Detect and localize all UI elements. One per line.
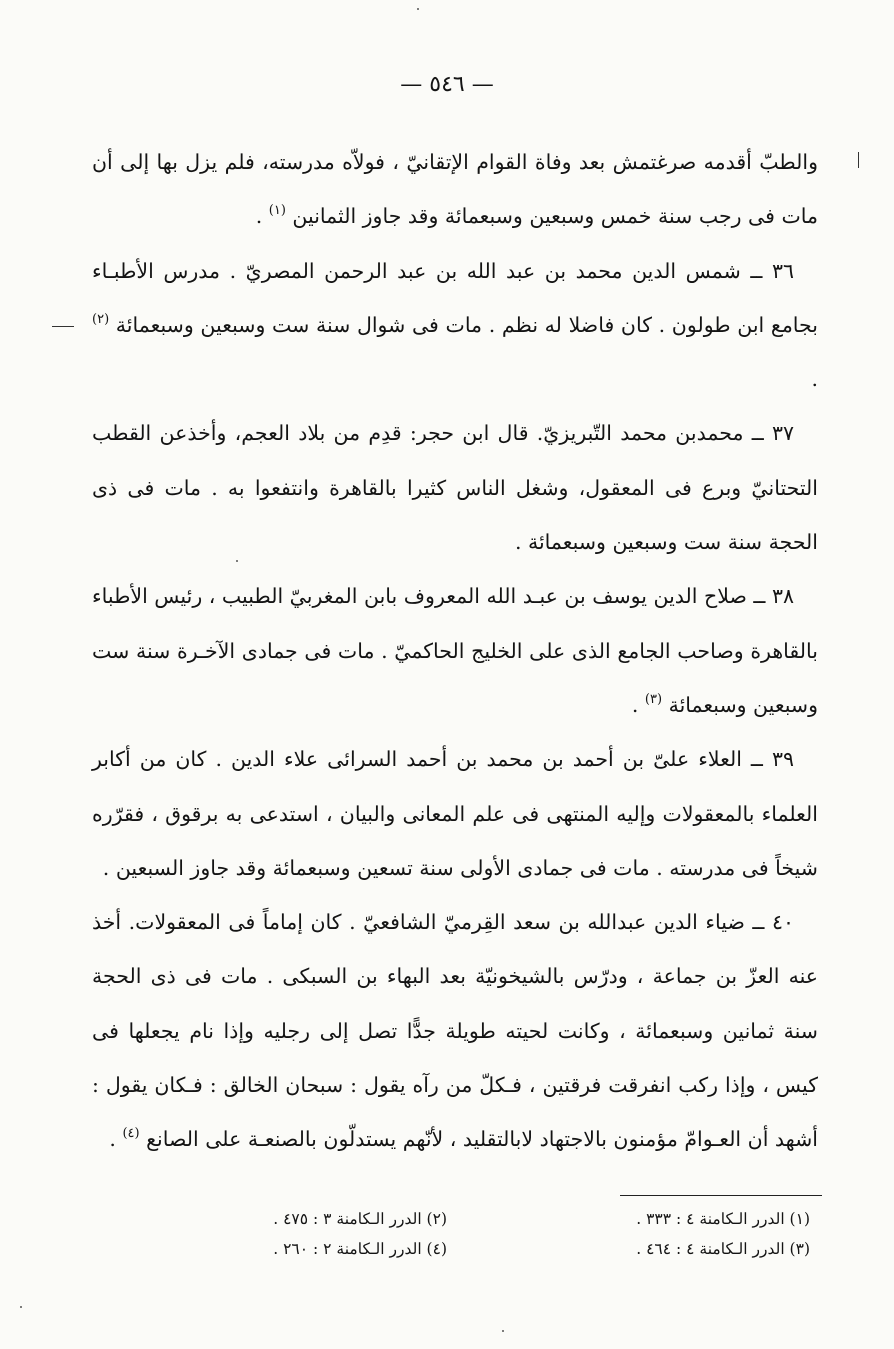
page-speck	[20, 1306, 22, 1308]
paragraph-end: .	[631, 692, 645, 717]
page-number: — ٥٤٦ —	[400, 72, 494, 97]
footnotes	[92, 1204, 818, 1264]
paragraph-end: .	[811, 367, 818, 392]
entry-40	[92, 895, 818, 1166]
paragraph-continuation	[92, 135, 818, 244]
page-speck	[417, 8, 419, 10]
paragraph-text: ٤٠ ــ ضياء الدين عبدالله بن سعد القِرميّ الشافعيّ . كان إماماً فى المعقولات. أخذ عنه العزّ بن جماعة ، ودرّس بالشيخونيّة بعد البهاء بن السبكى . مات فى ذى الحجة سنة ثمانين وسبعمائة ، وكانت لحيته طويلة جدًّا تصل إلى رجليه وإذا نام يجعلها فى كيس ، وإذا ركب انفرقت فرقتين ، فـكلّ من رآه يقول : سبحان الخالق : فـكان يقول : أشهد أن العـوامّ مؤمنون بالاجتهاد لابالتقليد ، لأنّهم يستدلّون بالصنعـة على الصانع	[92, 910, 818, 1152]
footnote-1: (١) الدرر الـكامنة ٤ : ٣٣٣ .	[636, 1210, 810, 1228]
footnote-2: (٢) الدرر الـكامنة ٣ : ٤٧٥ .	[273, 1210, 447, 1228]
footnote-marker: (١)	[268, 203, 286, 219]
page-speck	[502, 1330, 504, 1332]
entry-39	[92, 732, 818, 895]
margin-mark	[858, 152, 859, 168]
footnote-3: (٣) الدرر الـكامنة ٤ : ٤٦٤ .	[636, 1240, 810, 1258]
paragraph-text: والطبّ أقدمه صرغتمش بعد وفاة القوام الإتقانيّ ، فولاّه مدرسته، فلم يزل بها إلى أن مات فى رجب سنة خمس وسبعين وسبعمائة وقد جاوز الثمانين	[92, 150, 818, 229]
page-speck	[236, 560, 238, 562]
paragraph-text: ٣٨ ــ صلاح الدين يوسف بن عبـد الله المعروف بابن المغربيّ الطبيب ، رئيس الأطباء بالقاهرة وصاحب الجامع الذى على الخليج الحاكميّ . مات فى جمادى الآخـرة سنة ست وسبعين وسبعمائة	[92, 584, 818, 717]
margin-mark	[52, 326, 74, 327]
footnote-row	[92, 1204, 818, 1234]
paragraph-end: .	[255, 204, 269, 229]
paragraph-end: .	[109, 1127, 123, 1152]
paragraph-text: ٣٩ ــ العلاء علىّ بن أحمد بن محمد بن أحمد السرائى علاء الدين . كان من أكابر العلماء بالمعقولات وإليه المنتهى فى علم المعانى والبيان ، استدعى به برقوق ، فقرّره شيخاً فى مدرسته . مات فى جمادى الأولى سنة تسعين وسبعمائة وقد جاوز السبعين .	[92, 747, 818, 880]
footnote-separator	[620, 1195, 822, 1196]
paragraph-text: ٣٧ ــ محمدبن محمد التّبريزيّ. قال ابن حجر: قدِم من بلاد العجم، وأخذعن القطب التحتانيّ وبرع فى المعقول، وشغل الناس كثيرا بالقاهرة وانتفعوا به . مات فى ذى الحجة سنة ست وسبعين وسبعمائة .	[92, 421, 818, 555]
footnote-4: (٤) الدرر الـكامنة ٢ : ٢٦٠ .	[273, 1240, 447, 1258]
entry-38	[92, 569, 818, 732]
footnote-marker: (٢)	[92, 311, 110, 327]
footnote-marker: (٤)	[122, 1126, 140, 1142]
entry-36	[92, 244, 818, 407]
footnote-row	[92, 1234, 818, 1264]
entry-37	[92, 406, 818, 569]
main-text	[92, 135, 818, 1167]
footnote-marker: (٣)	[644, 691, 663, 707]
paragraph-text: ٣٦ ــ شمس الدين محمد بن عبد الله بن عبد الرحمن المصريّ . مدرس الأطبـاء بجامع ابن طولون . كان فاضلا له نظم . مات فى شوال سنة ست وسبعين وسبعمائة	[92, 258, 818, 337]
